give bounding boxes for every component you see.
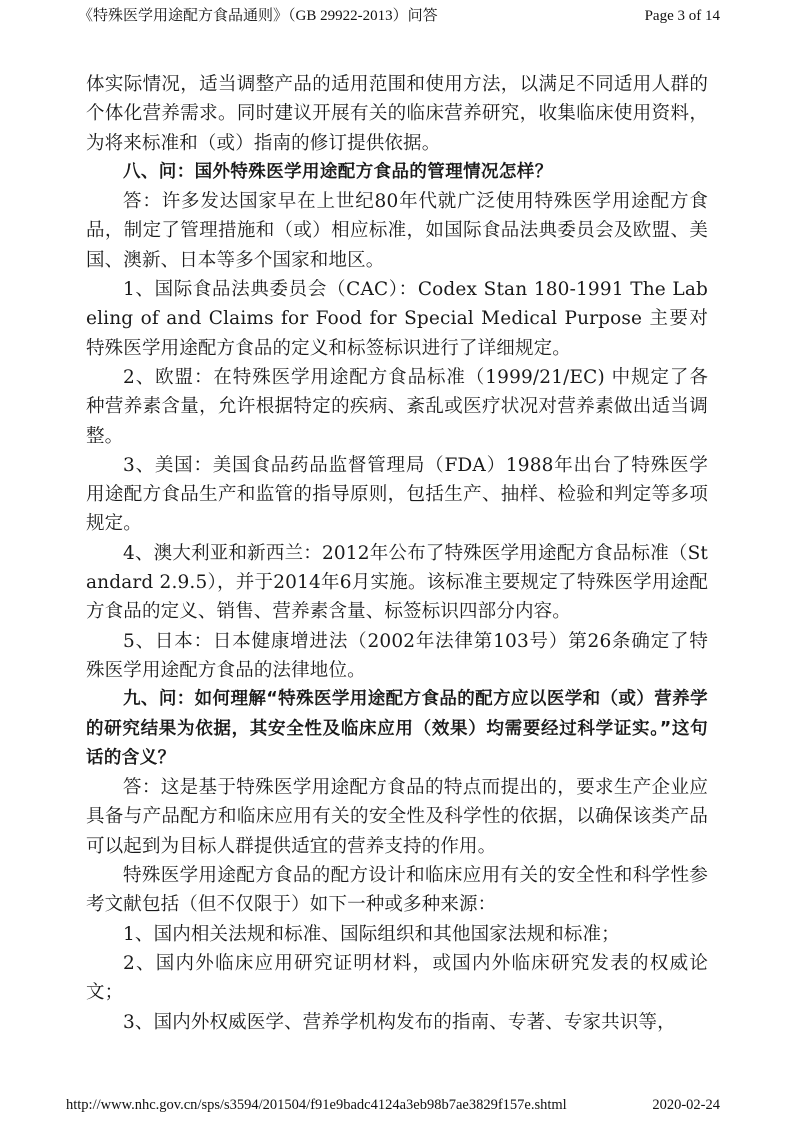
- answer-8-item-japan: 5、日本：日本健康增进法（2002年法律第103号）第26条确定了特殊医学用途配方食品的法律地位。: [86, 630, 708, 681]
- answer-8-paragraph: 答：许多发达国家早在上世纪80年代就广泛使用特殊医学用途配方食品，制定了管理措施和（或）相应标准，如国际食品法典委员会及欧盟、美国、澳新、日本等多个国家和地区。: [86, 191, 708, 271]
- page-number: Page 3 of 14: [644, 8, 720, 24]
- question-8-heading: 八、问：国外特殊医学用途配方食品的管理情况怎样？: [123, 161, 553, 182]
- answer-8-item-usa: 3、美国：美国食品药品监督管理局（FDA）1988年出台了特殊医学用途配方食品生产和监管的指导原则，包括生产、抽样、检验和判定等多项规定。: [86, 454, 708, 535]
- paragraph-continuation: 体实际情况，适当调整产品的适用范围和使用方法，以满足不同适用人群的个体化营养需求。同时建议开展有关的临床营养研究，收集临床使用资料，为将来标准和（或）指南的修订提供依据。: [86, 74, 708, 154]
- answer-9-intro: 特殊医学用途配方食品的配方设计和临床应用有关的安全性和科学性参考文献包括（但不仅限于）如下一种或多种来源：: [86, 865, 708, 916]
- answer-8-item-cac: 1、国际食品法典委员会（CAC）：Codex Stan 180-1991 The Labeling of and Claims for Food for Special Medical Purpose 主要对特殊医学用途配方食品的定义和标签标识进行了详细规定。: [86, 279, 708, 359]
- question-9-heading: 九、问：如何理解“特殊医学用途配方食品的配方应以医学和（或）营养学的研究结果为依据，其安全性及临床应用（效果）均需要经过科学证实。”这句话的含义？: [86, 689, 708, 768]
- answer-9-item-2: 2、国内外临床应用研究证明材料，或国内外临床研究发表的权威论文；: [86, 952, 708, 1004]
- answer-8-item-eu: 2、欧盟：在特殊医学用途配方食品标准（1999/21/EC) 中规定了各种营养素含量，允许根据特定的疾病、紊乱或医疗状况对营养素做出适当调整。: [86, 366, 708, 447]
- document-body: [86, 70, 708, 1037]
- document-title: 《特殊医学用途配方食品通则》（GB 29922-2013）问答: [78, 8, 438, 24]
- answer-9-item-3: 3、国内外权威医学、营养学机构发布的指南、专著、专家共识等，: [123, 1011, 676, 1033]
- answer-9-paragraph: 答：这是基于特殊医学用途配方食品的特点而提出的，要求生产企业应具备与产品配方和临床应用有关的安全性及科学性的依据，以确保该类产品可以起到为目标人群提供适宜的营养支持的作用。: [86, 777, 708, 857]
- page-header: [78, 6, 720, 28]
- answer-9-item-1: 1、国内相关法规和标准、国际组织和其他国家法规和标准；: [123, 923, 620, 945]
- answer-8-item-anz: 4、澳大利亚和新西兰：2012年公布了特殊医学用途配方食品标准（Standard 2.9.5），并于2014年6月实施。该标准主要规定了特殊医学用途配方食品的定义、销售、营养素含量、标签标识四部分内容。: [86, 542, 708, 623]
- page-footer: [66, 1096, 720, 1116]
- source-url: http://www.nhc.gov.cn/sps/s3594/201504/f91e9badc4124a3eb98b7ae3829f157e.shtml: [66, 1097, 567, 1113]
- print-date: 2020-02-24: [652, 1097, 720, 1113]
